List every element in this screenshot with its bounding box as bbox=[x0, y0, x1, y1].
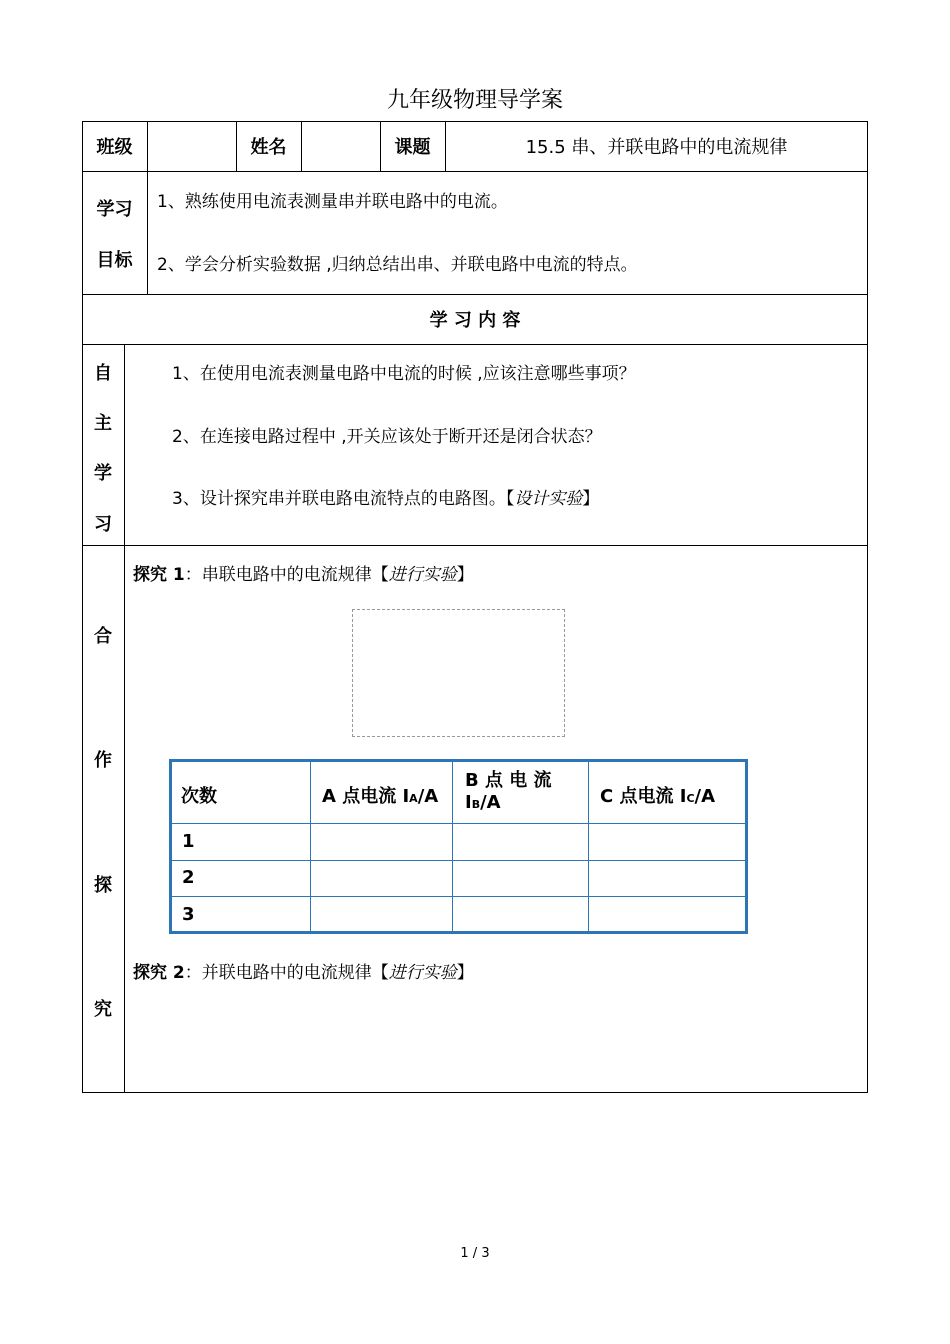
self-study-label-char: 学 bbox=[94, 463, 112, 484]
table-row-number: 3 bbox=[182, 904, 195, 925]
document-title: 九年级物理导学案 bbox=[386, 88, 563, 113]
coop-label-char: 作 bbox=[94, 750, 112, 771]
self-study-question-2: 2、在连接电路过程中 ,开关应该处于断开还是闭合状态？ bbox=[172, 427, 602, 447]
topic-label: 课题 bbox=[394, 137, 431, 158]
table-row-divider bbox=[169, 860, 748, 861]
table-row-divider bbox=[169, 896, 748, 897]
table-row-divider bbox=[169, 823, 748, 824]
table-row-number: 1 bbox=[182, 831, 195, 852]
row-divider bbox=[82, 344, 868, 345]
self-study-question-3: 3、设计探究串并联电路电流特点的电路图。【设计实验】 bbox=[172, 489, 600, 509]
content-header: 学 习 内 容 bbox=[429, 310, 521, 331]
self-study-label-char: 自 bbox=[94, 363, 112, 384]
table-header-count: 次数 bbox=[181, 786, 217, 807]
table-header-c-current: C 点电流 IC/A bbox=[600, 786, 716, 807]
goals-label-line2: 目标 bbox=[96, 250, 133, 271]
self-study-label-char: 主 bbox=[94, 413, 112, 434]
coop-label-char: 合 bbox=[94, 626, 112, 647]
table-col-divider bbox=[588, 759, 589, 934]
table-col-divider bbox=[452, 759, 453, 934]
class-label: 班级 bbox=[96, 137, 133, 158]
goal-item: 2、学会分析实验数据 ,归纳总结出串、并联电路中电流的特点。 bbox=[157, 255, 638, 275]
row-divider bbox=[82, 545, 868, 546]
col-divider bbox=[124, 344, 125, 1093]
goal-item: 1、熟练使用电流表测量串并联电路中的电流。 bbox=[157, 192, 508, 212]
topic-value: 15.5 串、并联电路中的电流规律 bbox=[525, 137, 788, 158]
coop-label-char: 探 bbox=[94, 875, 112, 896]
coop-label-char: 究 bbox=[94, 999, 112, 1020]
name-label: 姓名 bbox=[250, 137, 287, 158]
class-field[interactable] bbox=[147, 121, 236, 171]
exploration-2-heading: 探究 2：并联电路中的电流规律【进行实验】 bbox=[133, 963, 474, 983]
table-row-number: 2 bbox=[182, 867, 195, 888]
table-header-a-current: A 点电流 IA/A bbox=[322, 786, 439, 807]
goals-label-line1: 学习 bbox=[96, 199, 133, 220]
circuit-diagram-placeholder bbox=[352, 609, 565, 737]
table-col-divider bbox=[310, 759, 311, 934]
exploration-1-heading: 探究 1：串联电路中的电流规律【进行实验】 bbox=[133, 565, 474, 585]
name-field[interactable] bbox=[301, 121, 380, 171]
page-number: 1 / 3 bbox=[460, 1246, 490, 1261]
row-divider bbox=[82, 171, 868, 172]
table-header-b-current: B 点 电 流 IB/A bbox=[465, 770, 552, 813]
self-study-label-char: 习 bbox=[94, 514, 112, 535]
col-divider bbox=[147, 171, 148, 294]
self-study-question-1: 1、在使用电流表测量电路中电流的时候 ,应该注意哪些事项？ bbox=[172, 364, 636, 384]
